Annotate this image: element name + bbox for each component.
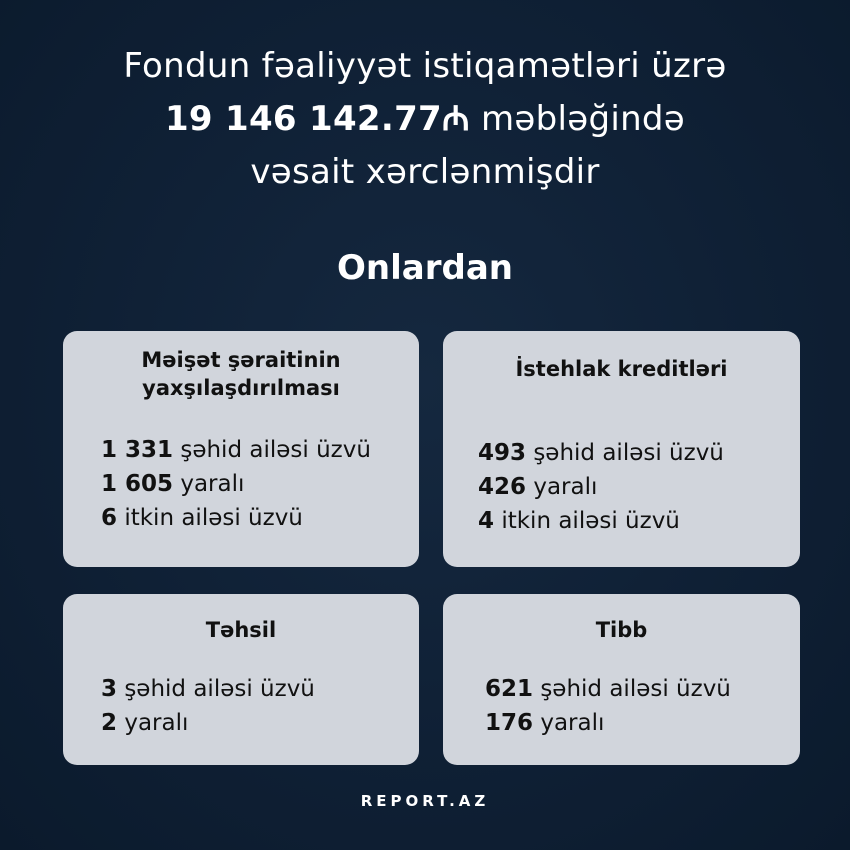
stat-label: şəhid ailəsi üzvü: [533, 676, 731, 702]
stat-number: 621: [485, 676, 534, 702]
stat-row: [478, 470, 597, 504]
stat-number: 176: [485, 710, 534, 736]
stat-number: 4: [478, 508, 495, 534]
stat-label: itkin ailəsi üzvü: [117, 505, 303, 531]
stat-row: [485, 672, 731, 706]
footer-brand: REPORT.AZ: [360, 792, 490, 810]
stat-label: yaralı: [173, 471, 245, 497]
stat-number: 6: [101, 505, 118, 531]
card-title-line: Tibb: [595, 618, 648, 642]
stat-row: [101, 501, 303, 535]
stat-label: yaralı: [117, 710, 189, 736]
card-title-line: Təhsil: [205, 618, 277, 642]
card-title: [443, 355, 800, 383]
headline-line-1: Fondun fəaliyyət istiqamətləri üzrə: [123, 46, 727, 86]
headline-line-3: vəsait xərclənmişdir: [250, 152, 600, 192]
stat-number: 426: [478, 474, 527, 500]
headline: [0, 40, 850, 199]
stat-row: [101, 467, 244, 501]
subtitle: Onlardan: [337, 248, 513, 288]
headline-amount: 19 146 142.77₼: [164, 99, 470, 139]
card-education: [63, 594, 419, 765]
card-title: [443, 616, 800, 644]
card-title: [63, 616, 419, 644]
stat-row: [101, 672, 315, 706]
stat-row: [101, 433, 371, 467]
stat-number: 1 605: [101, 471, 174, 497]
card-title: [63, 346, 419, 402]
stat-number: 1 331: [101, 437, 174, 463]
stat-label: şəhid ailəsi üzvü: [526, 440, 724, 466]
card-household-improvement: [63, 331, 419, 567]
card-title-line: İstehlak kreditləri: [515, 357, 728, 381]
stat-number: 3: [101, 676, 118, 702]
stat-label: şəhid ailəsi üzvü: [117, 676, 315, 702]
card-consumer-credits: [443, 331, 800, 567]
headline-line-2: [0, 93, 850, 146]
stat-row: [478, 504, 680, 538]
stat-number: 493: [478, 440, 527, 466]
headline-line-2-rest: məbləğində: [469, 99, 686, 139]
card-medicine: [443, 594, 800, 765]
stat-row: [478, 436, 724, 470]
card-title-line: yaxşılaşdırılması: [142, 376, 340, 400]
stat-row: [101, 706, 188, 740]
stat-number: 2: [101, 710, 118, 736]
stat-label: yaralı: [533, 710, 605, 736]
stat-label: yaralı: [526, 474, 598, 500]
stat-row: [485, 706, 604, 740]
card-title-line: Məişət şəraitinin: [141, 348, 341, 372]
stat-label: itkin ailəsi üzvü: [494, 508, 680, 534]
stat-label: şəhid ailəsi üzvü: [173, 437, 371, 463]
